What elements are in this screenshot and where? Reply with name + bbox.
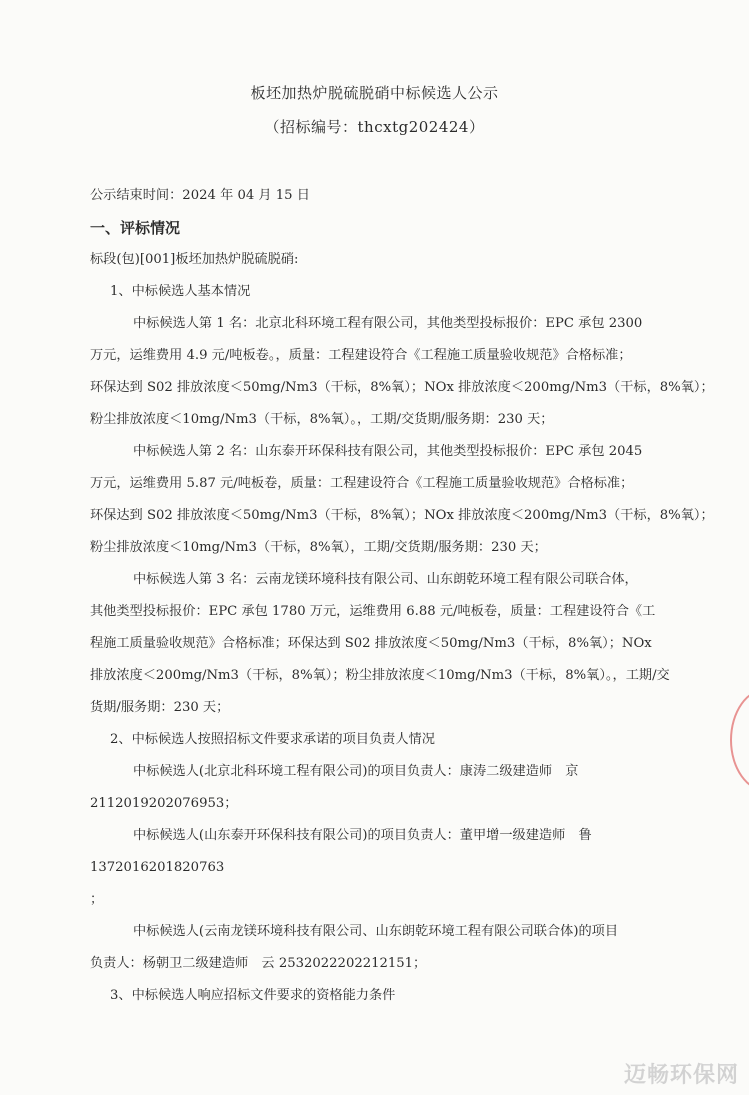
candidate-2-line: 万元，运维费用 5.87 元/吨板卷，质量：工程建设符合《工程施工质量验收规范》合格标准；: [90, 476, 634, 491]
project-leader-2-line: 中标候选人(山东泰开环保科技有限公司)的项目负责人：董甲增一级建造师 鲁: [133, 828, 592, 843]
candidate-1-line: 粉尘排放浓度＜10mg/Nm3（干标，8%氧）。，工期/交货期/服务期：230 天；: [90, 412, 554, 427]
subsection-basic-info: 1、中标候选人基本情况: [110, 284, 251, 299]
project-leader-1-line: 2112019202076953；: [90, 796, 238, 811]
candidate-3-line: 排放浓度＜200mg/Nm3（干标，8%氧）；粉尘排放浓度＜10mg/Nm3（干标，8%氧）。，工期/交: [90, 668, 670, 683]
site-watermark: 迈畅环保网: [623, 1063, 739, 1088]
publicity-end-time: 公示结束时间：2024 年 04 月 15 日: [90, 188, 310, 203]
candidate-2-line: 环保达到 S02 排放浓度＜50mg/Nm3（干标，8%氧）；NOx 排放浓度＜200mg/Nm3（干标，8%氧）；: [90, 508, 714, 523]
project-leader-2-line: ；: [90, 892, 104, 907]
lot-label: 标段(包)[001]板坯加热炉脱硫脱硝:: [90, 252, 299, 267]
subsection-project-leaders: 2、中标候选人按照招标文件要求承诺的项目负责人情况: [110, 732, 435, 747]
candidate-1-line: 万元，运维费用 4.9 元/吨板卷。，质量：工程建设符合《工程施工质量验收规范》合格标准；: [90, 348, 632, 363]
candidate-2-line: 粉尘排放浓度＜10mg/Nm3（干标，8%氧），工期/交货期/服务期：230 天；: [90, 540, 547, 555]
project-leader-2-line: 1372016201820763: [90, 860, 225, 875]
document-title: 板坯加热炉脱硫脱硝中标候选人公示: [250, 84, 499, 102]
candidate-1-line: 环保达到 S02 排放浓度＜50mg/Nm3（干标，8%氧）；NOx 排放浓度＜200mg/Nm3（干标，8%氧）；: [90, 380, 714, 395]
candidate-1-line: 中标候选人第 1 名：北京北科环境工程有限公司，其他类型投标报价：EPC 承包 2300: [133, 316, 643, 331]
candidate-3-line: 其他类型投标报价：EPC 承包 1780 万元，运维费用 6.88 元/吨板卷，质量：工程建设符合《工: [90, 604, 656, 619]
project-leader-3-line: 负责人：杨朝卫二级建造师 云 2532022202212151；: [90, 956, 427, 971]
red-seal-stamp: [730, 688, 749, 792]
candidate-3-line: 货期/服务期：230 天；: [90, 700, 230, 715]
candidate-3-line: 程施工质量验收规范》合格标准；环保达到 S02 排放浓度＜50mg/Nm3（干标，8%氧）；NOx: [90, 636, 652, 651]
bid-number: （招标编号：thcxtg202424）: [264, 118, 485, 136]
candidate-3-line: 中标候选人第 3 名：云南龙镁环境科技有限公司、山东朗乾环境工程有限公司联合体，: [133, 572, 638, 587]
candidate-2-line: 中标候选人第 2 名：山东泰开环保科技有限公司，其他类型投标报价：EPC 承包 2045: [133, 444, 643, 459]
project-leader-1-line: 中标候选人(北京北科环境工程有限公司)的项目负责人：康涛二级建造师 京: [133, 764, 579, 779]
section-heading-evaluation: 一、评标情况: [90, 219, 181, 237]
subsection-qualifications: 3、中标候选人响应招标文件要求的资格能力条件: [110, 988, 396, 1003]
project-leader-3-line: 中标候选人(云南龙镁环境科技有限公司、山东朗乾环境工程有限公司联合体)的项目: [133, 924, 619, 939]
